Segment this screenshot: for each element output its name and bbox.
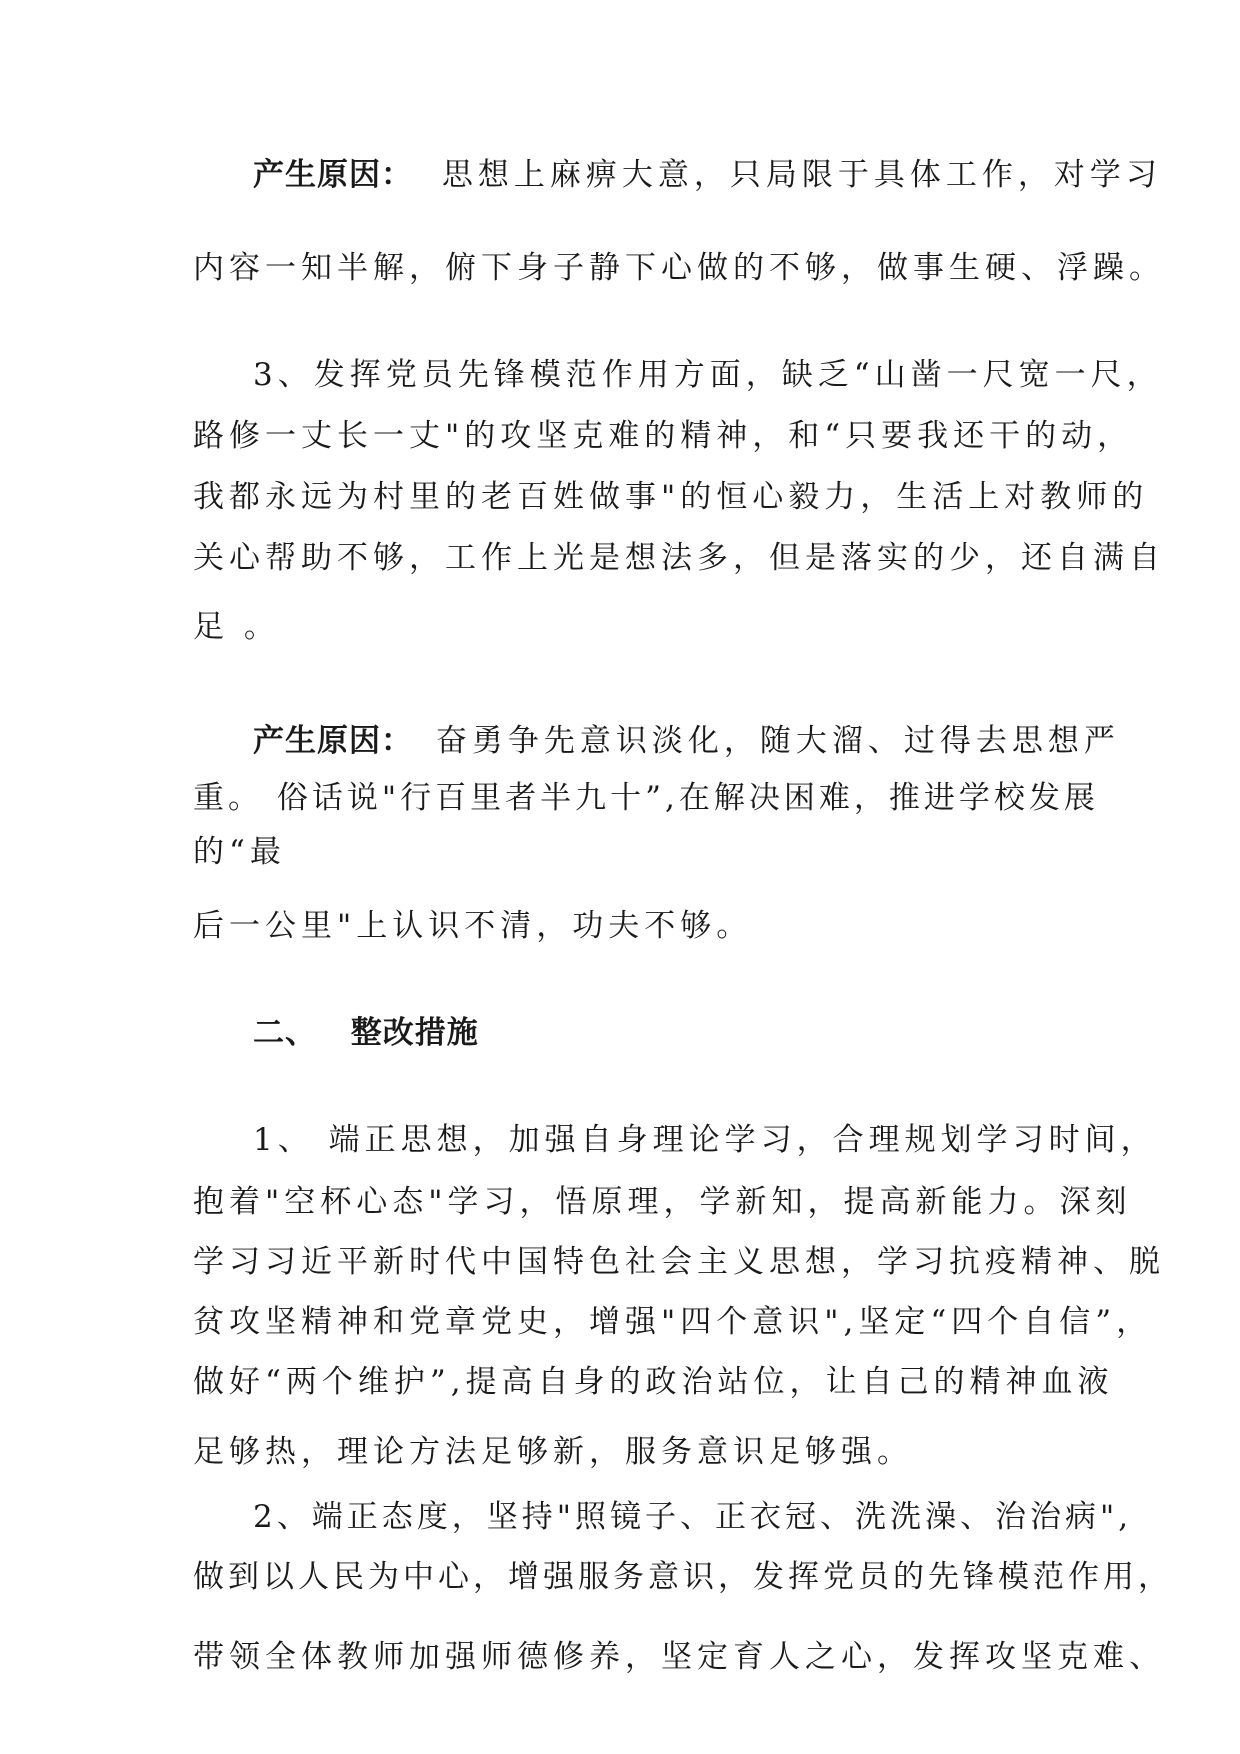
item-3-line-2: 路修一丈长一丈"的攻坚克难的精神，和“只要我还干的动， xyxy=(193,418,1134,454)
section-title: 整改措施 xyxy=(350,1015,479,1051)
cause-paragraph-2-line-1 xyxy=(253,723,1120,759)
cause-label: 产生原因： xyxy=(253,157,413,193)
measure-1-line-4: 贫攻坚精神和党章党史，增强"四个意识",坚定“四个自信”， xyxy=(193,1304,1153,1340)
cause-paragraph-2-line-3: 的“最 xyxy=(193,834,286,870)
item-3-line-1: 3、发挥党员先锋模范作用方面，缺乏“山凿一尺宽一尺， xyxy=(253,357,1163,393)
cause-paragraph-1-line-2: 内容一知半解，俯下身子静下心做的不够，做事生硬、浮躁。 xyxy=(193,250,1165,286)
measure-1-line-6: 足够热，理论方法足够新，服务意识足够强。 xyxy=(193,1434,913,1470)
measure-1-line-5: 做好“两个维护”,提高自身的政治站位，让自己的精神血液 xyxy=(193,1364,1114,1400)
measure-1-line-2: 抱着"空杯心态"学习，悟原理，学新知，提高新能力。深刻 xyxy=(193,1184,1132,1220)
measure-1-line-3: 学习习近平新时代中国特色社会主义思想，学习抗疫精神、脱 xyxy=(193,1244,1165,1280)
measure-2-line-3: 带领全体教师加强师德修养，坚定育人之心，发挥攻坚克难、 xyxy=(193,1639,1165,1675)
cause-paragraph-2-line-2: 重。 俗话说"行百里者半九十”,在解决困难，推进学校发展 xyxy=(193,780,1099,816)
measure-2-line-1: 2、端正态度，坚持"照镜子、正衣冠、洗洗澡、治治病", xyxy=(253,1499,1133,1535)
item-3-line-5: 足 。 xyxy=(193,609,280,645)
cause-text: 思想上麻痹大意，只局限于具体工作，对学习 xyxy=(441,157,1162,193)
cause-text: 奋勇争先意识淡化，随大溜、过得去思想严 xyxy=(435,723,1120,759)
measure-2-line-2: 做到以人民为中心，增强服务意识，发挥党员的先锋模范作用， xyxy=(193,1559,1173,1595)
cause-paragraph-1-line-1 xyxy=(253,157,1162,193)
item-3-line-4: 关心帮助不够，工作上光是想法多，但是落实的少，还自满自 xyxy=(193,540,1165,576)
measure-1-line-1: 1、 端正思想，加强自身理论学习，合理规划学习时间， xyxy=(253,1122,1157,1158)
section-number: 二、 xyxy=(253,1015,317,1051)
section-heading xyxy=(253,1015,479,1051)
cause-paragraph-2-line-4: 后一公里"上认识不清，功夫不够。 xyxy=(193,908,753,944)
cause-label: 产生原因： xyxy=(253,723,413,759)
item-3-line-3: 我都永远为村里的老百姓做事"的恒心毅力，生活上对教师的 xyxy=(193,479,1149,515)
